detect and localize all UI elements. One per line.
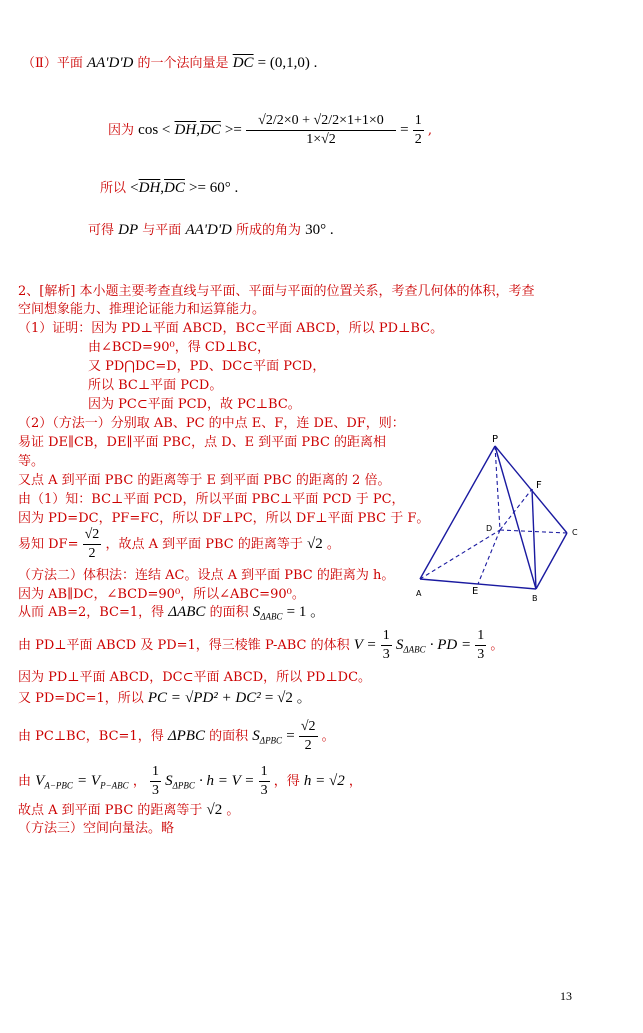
result-fraction (475, 627, 486, 664)
numerator: 1 (413, 112, 424, 131)
numerator: √2/2×0 + √2/2×1+1×0 (246, 112, 396, 131)
part2-cos-line: 因为 $\cos < \overline{DH},\overline{DC}$ >= $\frac{√2/2\times 0 + √2/2\times 1+1\times 0}{1\times√2}$ = $\frac{1}{2}$ , (108, 113, 433, 147)
text: 因为 (108, 123, 135, 138)
denominator: 2 (304, 738, 312, 753)
numerator: 1 (475, 627, 486, 646)
p1-line1: （1）证明：因为 PD⊥平面 ABCD，BC⊂平面 ABCD，所以 PD⊥BC。 (18, 321, 444, 336)
subscript: A−PBC (44, 780, 73, 791)
p2-line2: 易证 DE∥CB，DE∥平面 PBC，点 D、E 到平面 PBC 的距离相 (18, 435, 387, 450)
m2-line4 (18, 624, 503, 671)
math: = √2 。 (264, 690, 312, 706)
label-p: P (492, 434, 499, 445)
math: ΔABC (168, 604, 206, 620)
m2-line1: （方法二）体积法：连结 AC。设点 A 到平面 PBC 的距离为 h。 (18, 568, 395, 583)
edge-pa (420, 446, 495, 579)
p2-line4: 又点 A 到平面 PBC 的距离等于 E 到平面 PBC 的距离的 2 倍。 (18, 473, 391, 488)
math: PC = (147, 690, 181, 706)
math: √PD² + DC² (185, 690, 261, 706)
vector: $\overline{DC}$ (164, 180, 185, 196)
m3-line: （方法三）空间向量法。略 (18, 821, 175, 836)
math: AA'D'D (86, 55, 134, 71)
text: 又 PD=DC=1，所以 (18, 691, 144, 706)
one-third-fraction (381, 627, 392, 664)
m2-line9 (18, 802, 239, 819)
vector: $\overline{DC}$ (199, 122, 221, 138)
math: = 1 。 (286, 604, 326, 620)
half-fraction (413, 112, 424, 149)
numerator: 1 (381, 627, 392, 646)
text: 。 (490, 638, 504, 653)
text: 易知 DF= (18, 537, 79, 552)
cos-fraction (246, 112, 396, 149)
p2-line5: 由（1）知：BC⊥平面 PCD，所以平面 PBC⊥平面 PCD 于 PC， (18, 492, 405, 507)
denominator: 3 (151, 783, 159, 798)
label-e: E (472, 586, 479, 597)
denominator: 1×√2 (306, 132, 336, 147)
page-number: 13 (560, 989, 572, 1003)
math: = (0,1,0) . (257, 55, 318, 71)
m2-line7 (18, 715, 335, 762)
math: AA'D'D (185, 222, 232, 238)
text: 由 PC⊥BC，BC=1，得 (18, 729, 164, 744)
part2-conclusion (88, 222, 334, 239)
numerator: 1 (259, 763, 270, 782)
text: 所以 (100, 181, 127, 196)
math: cos < (138, 122, 171, 138)
subscript: P−ABC (100, 780, 129, 791)
text: 由 (18, 774, 32, 789)
subscript: ΔPBC (259, 735, 283, 746)
part2-line1 (22, 55, 317, 72)
text: 从而 AB=2，BC=1，得 (18, 605, 165, 620)
math: ΔPBC (167, 728, 205, 744)
third-fraction-b (259, 763, 270, 800)
text: ， (132, 774, 146, 789)
p1-line4: 所以 BC⊥平面 PCD。 (88, 378, 223, 393)
text: 与平面 (142, 223, 182, 238)
math: 30° . (305, 222, 334, 238)
math: · h = V = (199, 773, 255, 789)
df-fraction (83, 526, 102, 563)
pbc-area-fraction (299, 718, 318, 755)
text: 可得 (88, 223, 115, 238)
text: ，故点 A 到平面 PBC 的距离等于 (105, 537, 303, 552)
label-a: A (416, 589, 422, 598)
numerator: √2 (299, 718, 318, 737)
m2-line5: 因为 PD⊥平面 ABCD，DC⊂平面 ABCD，所以 PD⊥DC。 (18, 670, 372, 685)
edge-ad (420, 530, 500, 579)
text: 。 (326, 537, 340, 552)
math: V = (353, 637, 377, 653)
edge-bc (536, 533, 567, 589)
math: √2 (306, 536, 323, 552)
math: = (286, 728, 295, 744)
math: h = √2 (303, 773, 345, 789)
denominator: 3 (477, 647, 485, 662)
math: = (400, 122, 409, 138)
denominator: 3 (260, 783, 268, 798)
label-b: B (532, 594, 538, 602)
subscript: ΔABC (403, 644, 426, 655)
text: ， (348, 774, 362, 789)
math: >= 60° . (189, 180, 239, 196)
label-f: F (536, 480, 542, 491)
q2-intro-1: 2、[解析] 本小题主要考查直线与平面、平面与平面的位置关系，考查几何体的体积，考查 (18, 284, 535, 299)
math: S (165, 773, 173, 789)
edge-df (500, 489, 532, 530)
text: ，得 (273, 774, 300, 789)
p1-line5: 因为 PC⊂平面 PCD，故 PC⊥BC。 (88, 397, 301, 412)
part2-angle-line: 所以 $<\overline{DH},\overline{DC} >= 60^\circ$ . (100, 180, 239, 196)
text: 由 PD⊥平面 ABCD 及 PD=1，得三棱锥 P-ABC 的体积 (18, 638, 350, 653)
math: V (35, 773, 45, 789)
q2-intro-2: 空间想象能力、推理论证能力和运算能力。 (18, 302, 266, 317)
math: √2 (206, 802, 223, 818)
pyramid-figure (412, 432, 587, 602)
math: DP (118, 222, 139, 238)
edge-bf (532, 489, 536, 589)
text: 的面积 (209, 729, 249, 744)
label-d: D (486, 524, 493, 533)
numerator: 1 (150, 763, 161, 782)
m2-line2: 因为 AB∥DC，∠BCD=90⁰，所以∠ABC=90⁰。 (18, 587, 305, 602)
text: , (427, 123, 433, 138)
p1-line3: 又 PD⋂DC=D，PD、DC⊂平面 PCD， (88, 359, 326, 374)
text: 故点 A 到平面 PBC 的距离等于 (18, 803, 203, 818)
vector: $\overline{DC}$ (232, 55, 254, 71)
third-fraction-a (150, 763, 161, 800)
p2-line3: 等。 (18, 454, 45, 469)
vector: $\overline{DH}$ (138, 180, 161, 196)
math: >= (224, 122, 242, 138)
label-c: C (572, 528, 578, 537)
edge-de (478, 530, 500, 584)
text: 的一个法向量是 (137, 56, 229, 71)
numerator: √2 (83, 526, 102, 545)
text: 所成的角为 (236, 223, 302, 238)
math: S (252, 728, 260, 744)
denominator: 2 (414, 132, 422, 147)
text: 。 (321, 729, 335, 744)
math: S (395, 637, 404, 653)
subscript: ΔPBC (172, 780, 195, 791)
text: 的面积 (209, 605, 249, 620)
math: S (252, 604, 261, 620)
denominator: 2 (88, 546, 96, 561)
m2-line3 (18, 604, 325, 625)
p2-line7 (18, 522, 340, 567)
edge-pb (495, 446, 536, 589)
vector: $\overline{DH}$ (174, 122, 197, 138)
p1-line2: 由∠BCD=90⁰，得 CD⊥BC， (88, 340, 271, 355)
p2-line6: 因为 PD=DC，PF=FC，所以 DF⊥PC，所以 DF⊥平面 PBC 于 F。 (18, 511, 430, 526)
math: = V (77, 773, 101, 789)
text: （Ⅱ）平面 (22, 56, 83, 71)
subscript: ΔABC (260, 611, 283, 622)
p2-line1: （2）（方法一）分别取 AB、PC 的中点 E、F，连 DE、DF，则： (18, 416, 405, 431)
denominator: 3 (382, 647, 390, 662)
m2-line6 (18, 690, 312, 707)
text: 。 (226, 803, 240, 818)
math: · PD = (429, 637, 472, 653)
m2-line8 (18, 760, 362, 807)
